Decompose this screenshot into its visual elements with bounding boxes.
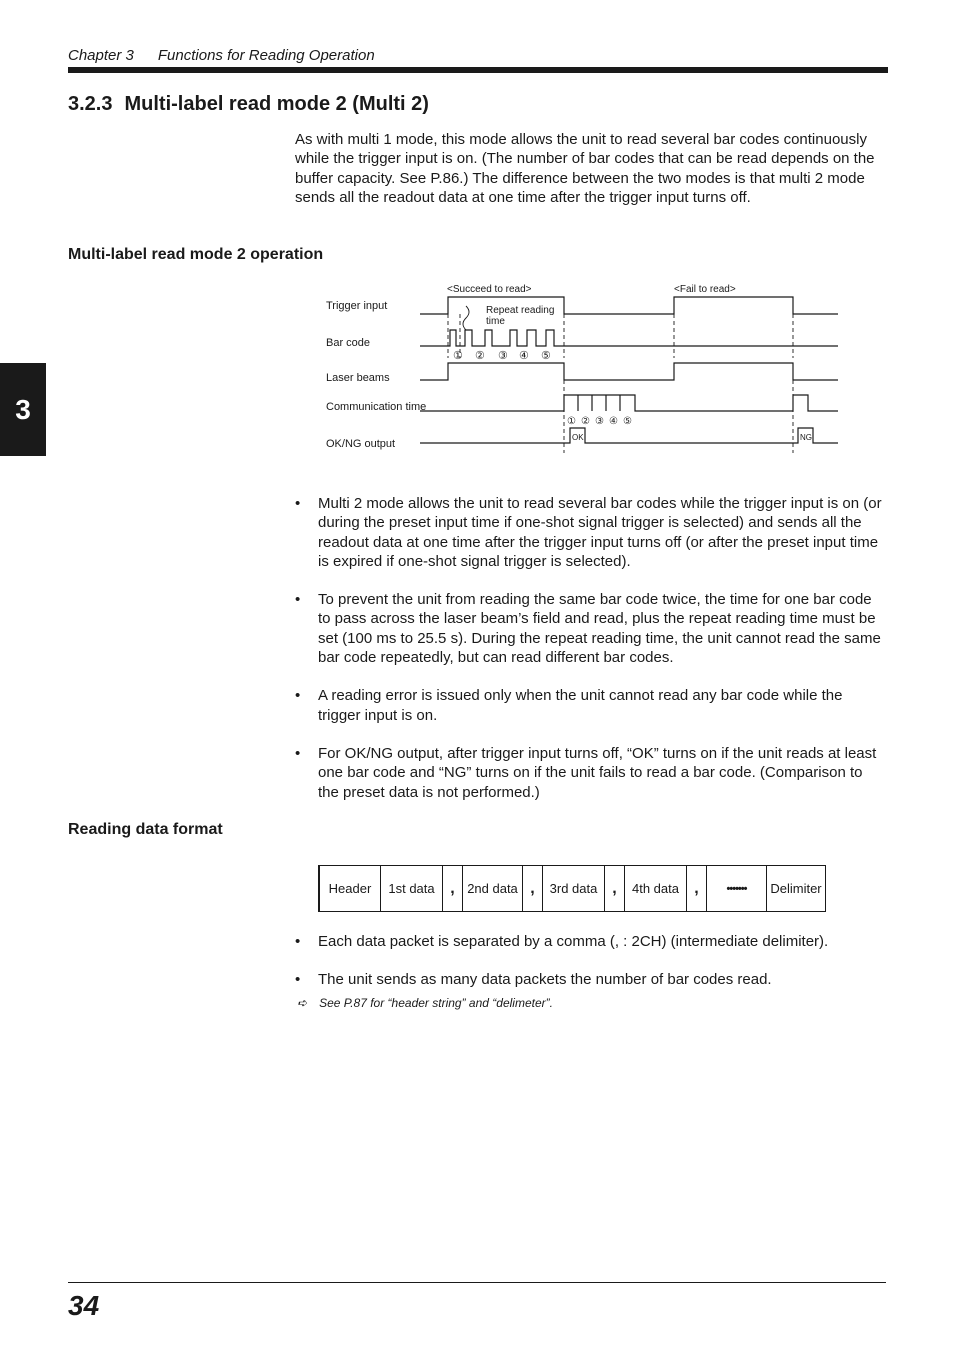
- list-item: [295, 686, 885, 725]
- ng-label: NG: [800, 433, 812, 442]
- bullet-marker: •: [295, 495, 301, 512]
- comm-number-5: ⑤: [623, 416, 632, 427]
- bullet-text: Each data packet is separated by a comma (, : 2CH) (intermediate delimiter).: [318, 933, 829, 950]
- section-number: 3.2.3: [68, 93, 113, 115]
- okng-waveform: [420, 428, 838, 443]
- signal-label-okng: OK/NG output: [326, 438, 396, 450]
- format-cell-comma: ,: [442, 866, 462, 911]
- footer-rule: [68, 1282, 886, 1283]
- format-cell-comma: ,: [686, 866, 706, 911]
- comm-number-3: ③: [595, 416, 604, 427]
- barcode-number-3: ③: [498, 350, 508, 362]
- communication-waveform: [420, 395, 838, 411]
- bullet-marker: •: [295, 687, 301, 705]
- barcode-number-5: ⑤: [541, 350, 551, 362]
- succeed-label: <Succeed to read>: [447, 284, 532, 295]
- bullet-text: Multi 2 mode allows the unit to read several bar codes while the trigger input is on (or during the preset input time if one-shot signal trigger is selected) and sends all the readout data at one time after the trigger input turns off (or after the preset input time is expired if one-shot signal trigger is selected).: [318, 495, 882, 570]
- reference-note: [297, 996, 553, 1010]
- list-item: [295, 932, 885, 951]
- format-cell-comma: ,: [604, 866, 624, 911]
- bullet-marker: •: [295, 744, 301, 762]
- page-number: 34: [68, 1290, 100, 1321]
- repeat-label-line1: Repeat reading: [486, 305, 555, 316]
- format-cell-2nd-data: 2nd data: [462, 866, 522, 911]
- bullet-marker: •: [295, 971, 301, 989]
- format-cell-ellipsis: •••••••: [706, 866, 766, 911]
- list-item: [295, 744, 885, 802]
- operation-heading: Multi-label read mode 2 operation: [68, 246, 324, 263]
- format-cell-4th-data: 4th data: [624, 866, 686, 911]
- signal-label-trigger: Trigger input: [326, 300, 388, 312]
- section-title-text: Multi-label read mode 2 (Multi 2): [124, 93, 429, 115]
- chapter-label: Chapter 3: [68, 47, 134, 64]
- ok-label: OK: [572, 433, 584, 442]
- format-cell-delimiter: Delimiter: [766, 866, 825, 911]
- bullet-marker: •: [295, 591, 301, 609]
- barcode-number-1: ①: [453, 350, 463, 362]
- reference-arrow-icon: ➪: [297, 996, 308, 1010]
- intro-paragraph: As with multi 1 mode, this mode allows the unit to read several bar codes continuously while the trigger input is on. (The number of bar codes that can be read depends on the buffer capacity. See P.86.) The difference between the two modes is that multi 2 mode sends all the readout data at one time after the trigger input turns off.: [295, 131, 875, 206]
- signal-label-barcode: Bar code: [326, 337, 371, 349]
- list-item: [295, 970, 885, 989]
- format-heading: Reading data format: [68, 821, 223, 838]
- chapter-title: Functions for Reading Operation: [157, 47, 375, 64]
- reference-text: See P.87 for “header string” and “delimeter”.: [319, 996, 553, 1010]
- format-cell-3rd-data: 3rd data: [542, 866, 604, 911]
- bullet-text: A reading error is issued only when the unit cannot read any bar code while the trigger input is on.: [318, 687, 843, 724]
- timing-diagram: [320, 278, 850, 463]
- bullet-text: For OK/NG output, after trigger input turns off, “OK” turns on if the unit reads at least one bar code and “NG” turns on if the unit fails to read a bar code. (Comparison to the preset data is not performed.): [318, 744, 877, 801]
- format-cell-header: Header: [328, 881, 372, 896]
- data-format-table: [318, 865, 826, 912]
- barcode-waveform: [420, 330, 838, 346]
- format-cell-comma: ,: [522, 866, 542, 911]
- chapter-side-tab: 3: [0, 363, 46, 456]
- comm-number-4: ④: [609, 416, 618, 427]
- repeat-label-line2: time: [486, 316, 505, 327]
- format-cell-1st-data: 1st data: [380, 866, 442, 911]
- bullet-text: To prevent the unit from reading the same bar code twice, the time for one bar code to pass across the laser beam’s field and read, plus the repeat reading time must be set (100 ms to 25.5 s). During the repeat reading time, the unit cannot read the same bar code repeatedly, but can read different bar codes.: [318, 591, 881, 667]
- barcode-number-4: ④: [519, 350, 529, 362]
- signal-label-laser: Laser beams: [326, 372, 390, 384]
- section-title: [68, 93, 429, 116]
- bullet-text: The unit sends as many data packets the number of bar codes read.: [318, 971, 772, 989]
- list-item: [295, 494, 885, 571]
- comm-number-1: ①: [567, 416, 576, 427]
- trigger-waveform: [420, 297, 838, 314]
- fail-label: <Fail to read>: [674, 284, 736, 295]
- signal-label-communication: Communication time: [326, 401, 427, 413]
- list-item: [295, 590, 885, 667]
- laser-waveform: [420, 363, 838, 380]
- chapter-header: [68, 47, 375, 64]
- barcode-number-2: ②: [475, 350, 485, 362]
- operation-bullets: [295, 494, 885, 821]
- bullet-marker: •: [295, 933, 301, 950]
- comm-number-2: ②: [581, 416, 590, 427]
- header-rule: [68, 67, 888, 73]
